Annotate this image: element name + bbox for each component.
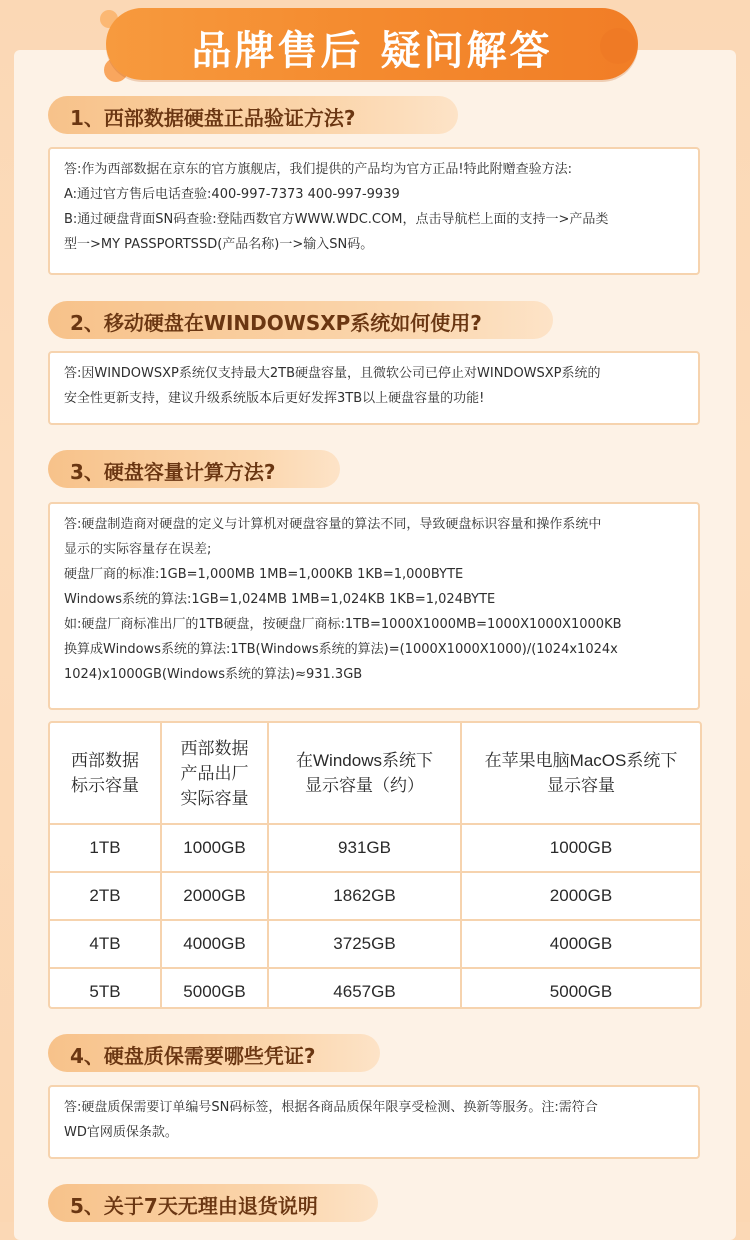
question-1 <box>48 96 458 134</box>
question-1-text: 1、西部数据硬盘正品验证方法? <box>70 106 356 130</box>
answer-line: 答:硬盘制造商对硬盘的定义与计算机对硬盘容量的算法不同，导致硬盘标识容量和操作系统中 <box>64 517 602 532</box>
answer-line: 1024)x1000GB(Windows系统的算法)≈931.3GB <box>64 667 363 682</box>
question-3 <box>48 450 340 488</box>
table-cell: 4TB <box>50 920 161 968</box>
table-cell: 5000GB <box>461 968 700 1009</box>
question-2 <box>48 301 553 339</box>
answer-line: 显示的实际容量存在误差; <box>64 542 212 557</box>
answer-line: 硬盘厂商的标准:1GB=1,000MB 1MB=1,000KB 1KB=1,000BYTE <box>64 567 464 582</box>
table-cell: 1000GB <box>461 824 700 872</box>
question-3-text: 3、硬盘容量计算方法? <box>70 460 276 484</box>
question-2-text: 2、移动硬盘在WINDOWSXP系统如何使用? <box>70 311 482 335</box>
header-banner <box>106 8 638 80</box>
table-cell: 2TB <box>50 872 161 920</box>
header-cell-macos-capacity: 在苹果电脑MacOS系统下 显示容量 <box>461 723 700 824</box>
table-cell: 931GB <box>268 824 461 872</box>
answer-line: 安全性更新支持，建议升级系统版本后更好发挥3TB以上硬盘容量的功能! <box>64 391 485 406</box>
question-4-text: 4、硬盘质保需要哪些凭证? <box>70 1044 316 1068</box>
page-title: 品牌售后 疑问解答 <box>191 28 553 74</box>
answer-2 <box>48 351 700 425</box>
header-cell-actual-capacity: 西部数据 产品出厂 实际容量 <box>161 723 268 824</box>
table-cell: 3725GB <box>268 920 461 968</box>
table-row <box>50 872 700 920</box>
question-4 <box>48 1034 380 1072</box>
header-cell-marked-capacity: 西部数据 标示容量 <box>50 723 161 824</box>
answer-line: 换算成Windows系统的算法:1TB(Windows系统的算法)=(1000X1000X1000)/(1024x1024x <box>64 642 618 657</box>
table-cell: 1000GB <box>161 824 268 872</box>
answer-line: Windows系统的算法:1GB=1,024MB 1MB=1,024KB 1KB=1,024BYTE <box>64 592 496 607</box>
answer-3 <box>48 502 700 710</box>
answer-4 <box>48 1085 700 1159</box>
answer-line: WD官网质保条款。 <box>64 1125 178 1140</box>
question-5 <box>48 1184 378 1222</box>
table-cell: 4000GB <box>161 920 268 968</box>
question-5-text: 5、关于7天无理由退货说明 <box>70 1194 318 1218</box>
table-cell: 2000GB <box>461 872 700 920</box>
answer-line: 答:因WINDOWSXP系统仅支持最大2TB硬盘容量，且微软公司已停止对WINDOWSXP系统的 <box>64 366 601 381</box>
table-row <box>50 824 700 872</box>
answer-line: B:通过硬盘背面SN码查验:登陆西数官方WWW.WDC.COM，点击导航栏上面的支持一>产品类 <box>64 212 609 227</box>
answer-line: A:通过官方售后电话查验:400-997-7373 400-997-9939 <box>64 187 400 202</box>
capacity-table <box>48 721 702 1009</box>
table-cell: 5TB <box>50 968 161 1009</box>
table-header-row <box>50 723 700 824</box>
table-cell: 4000GB <box>461 920 700 968</box>
table-row <box>50 968 700 1009</box>
table-cell: 4657GB <box>268 968 461 1009</box>
header-cell-windows-capacity: 在Windows系统下 显示容量（约） <box>268 723 461 824</box>
table-cell: 1TB <box>50 824 161 872</box>
table-cell: 1862GB <box>268 872 461 920</box>
answer-line: 答:硬盘质保需要订单编号SN码标签，根据各商品质保年限享受检测、换新等服务。注:需符合 <box>64 1100 598 1115</box>
answer-line: 如:硬盘厂商标准出厂的1TB硬盘，按硬盘厂商标:1TB=1000X1000MB=1000X1000X1000KB <box>64 617 622 632</box>
table-cell: 5000GB <box>161 968 268 1009</box>
answer-line: 答:作为西部数据在京东的官方旗舰店，我们提供的产品均为官方正品!特此附赠查验方法: <box>64 162 572 177</box>
answer-line: 型一>MY PASSPORTSSD(产品名称)一>输入SN码。 <box>64 237 374 252</box>
table-cell: 2000GB <box>161 872 268 920</box>
decor-dot <box>600 28 636 64</box>
table-row <box>50 920 700 968</box>
answer-1 <box>48 147 700 275</box>
